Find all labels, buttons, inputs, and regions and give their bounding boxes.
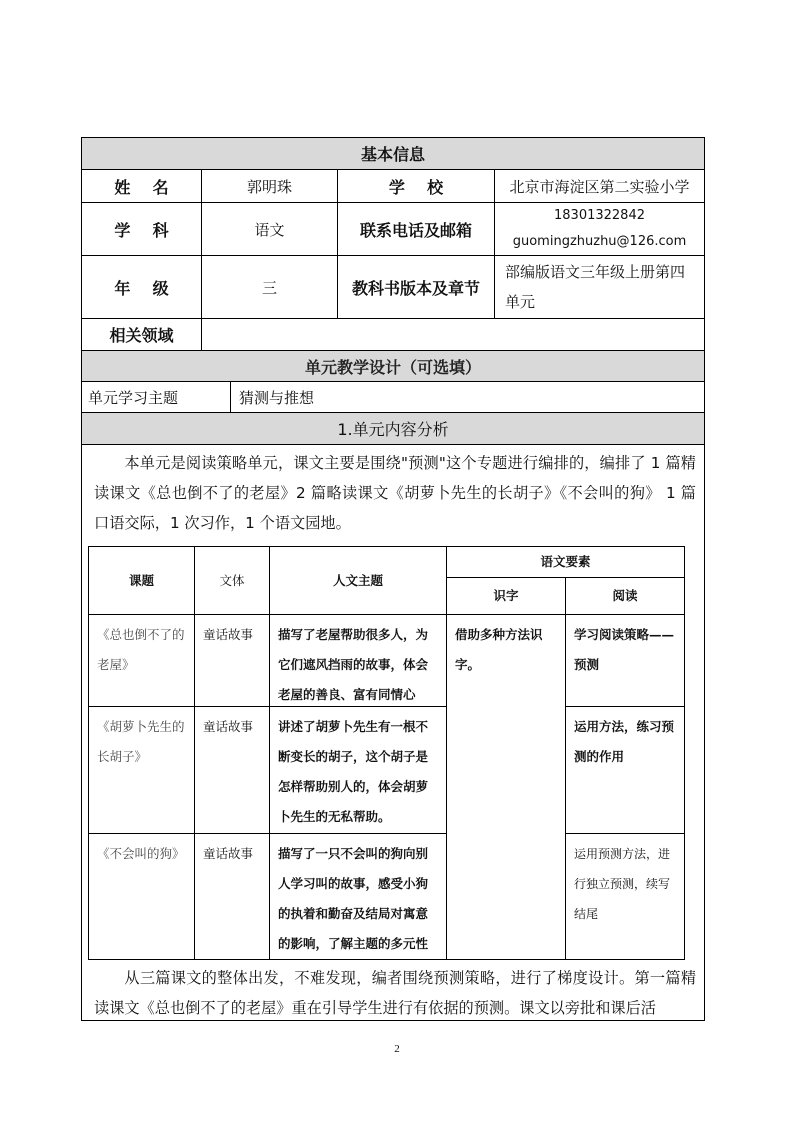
- unit-design-header: 单元教学设计（可选填）: [304, 357, 481, 377]
- header-elements: 语文要素: [446, 547, 684, 577]
- lesson-table: [88, 546, 685, 960]
- header-title: 课题: [128, 572, 154, 588]
- content-analysis-header-row: [82, 412, 704, 444]
- content-analysis-header: 1.单元内容分析: [337, 420, 449, 439]
- contact-label: 联系电话及邮箱: [337, 203, 494, 255]
- grade-label: 年 级: [114, 278, 169, 298]
- lesson-1-theme: 描写了老屋帮助很多人，为它们遮风挡雨的故事，体会老屋的善良、富有同情心: [269, 614, 446, 706]
- lesson-3-theme: 描写了一只不会叫的狗向别人学习叫的故事，感受小狗的执着和勤奋及结局对寓意的影响，了解主题的多元性: [269, 833, 446, 959]
- phone-number: 18301322842: [554, 208, 645, 223]
- analysis-paragraph-1: 本单元是阅读策略单元，课文主要是围绕"预测"这个专题进行编排的，编排了 1 篇精读课文《总也倒不了的老屋》2 篇略读课文《胡萝卜先生的长胡子》《不会叫的狗》 1 篇口语交际，1 次习作，1 个语文园地。: [94, 454, 696, 532]
- lesson-1-genre: 童话故事: [194, 614, 269, 706]
- grade-textbook-row: [82, 255, 704, 318]
- field-value: [201, 319, 704, 350]
- lesson-2-theme: 讲述了胡萝卜先生有一根不断变长的胡子，这个胡子是怎样帮助别人的，体会胡萝卜先生的无私帮助。: [269, 706, 446, 833]
- school-label: 学 校: [337, 170, 494, 202]
- header-theme: 人文主题: [269, 547, 446, 614]
- name-value: 郭明珠: [201, 170, 337, 202]
- lesson-1-title: 《总也倒不了的老屋》: [89, 614, 194, 706]
- lesson-3-title: 《不会叫的狗》: [89, 833, 194, 959]
- lesson-3-genre: 童话故事: [194, 833, 269, 959]
- contact-value: [494, 203, 704, 255]
- lesson-2-reading: 运用方法，练习预测的作用: [565, 706, 684, 833]
- subject-value: 语文: [201, 203, 337, 255]
- subject-contact-row: [82, 202, 704, 255]
- subject-label: 学 科: [114, 220, 169, 240]
- related-field-row: [82, 318, 704, 350]
- email-address: guomingzhuzhu@126.com: [512, 234, 687, 249]
- field-label: 相关领域: [109, 326, 174, 345]
- basic-info-header-row: [82, 138, 704, 169]
- name-school-row: [82, 169, 704, 202]
- basic-info-header: 基本信息: [360, 145, 425, 164]
- literacy-shared: 借助多种方法识字。: [446, 614, 565, 959]
- textbook-value: 部编版语文三年级上册第四单元: [494, 256, 704, 318]
- document-table: [81, 137, 705, 1021]
- theme-value: 猜测与推想: [230, 382, 704, 412]
- lesson-1-reading: 学习阅读策略——预测: [565, 614, 684, 706]
- header-literacy: 识字: [446, 577, 565, 614]
- lesson-3-reading: 运用预测方法，进行独立预测，续写结尾: [565, 833, 684, 959]
- page-number: 2: [394, 1043, 400, 1055]
- name-label: 姓 名: [114, 177, 169, 197]
- lesson-2-title: 《胡萝卜先生的长胡子》: [89, 706, 194, 833]
- analysis-paragraph-2: 从三篇课文的整体出发，不难发现，编者围绕预测策略，进行了梯度设计。第一篇精读课文《总也倒不了的老屋》重在引导学生进行有依据的预测。课文以旁批和课后活: [94, 969, 696, 1017]
- header-reading: 阅读: [565, 577, 684, 614]
- lesson-2-genre: 童话故事: [194, 706, 269, 833]
- unit-theme-row: [82, 381, 704, 412]
- header-genre: 文体: [194, 547, 269, 614]
- content-analysis-body: [82, 444, 704, 1021]
- grade-value: 三: [201, 256, 337, 318]
- school-value: 北京市海淀区第二实验小学: [494, 170, 704, 202]
- theme-label: 单元学习主题: [88, 388, 179, 407]
- unit-design-header-row: [82, 350, 704, 381]
- textbook-label: 教科书版本及章节: [337, 256, 494, 318]
